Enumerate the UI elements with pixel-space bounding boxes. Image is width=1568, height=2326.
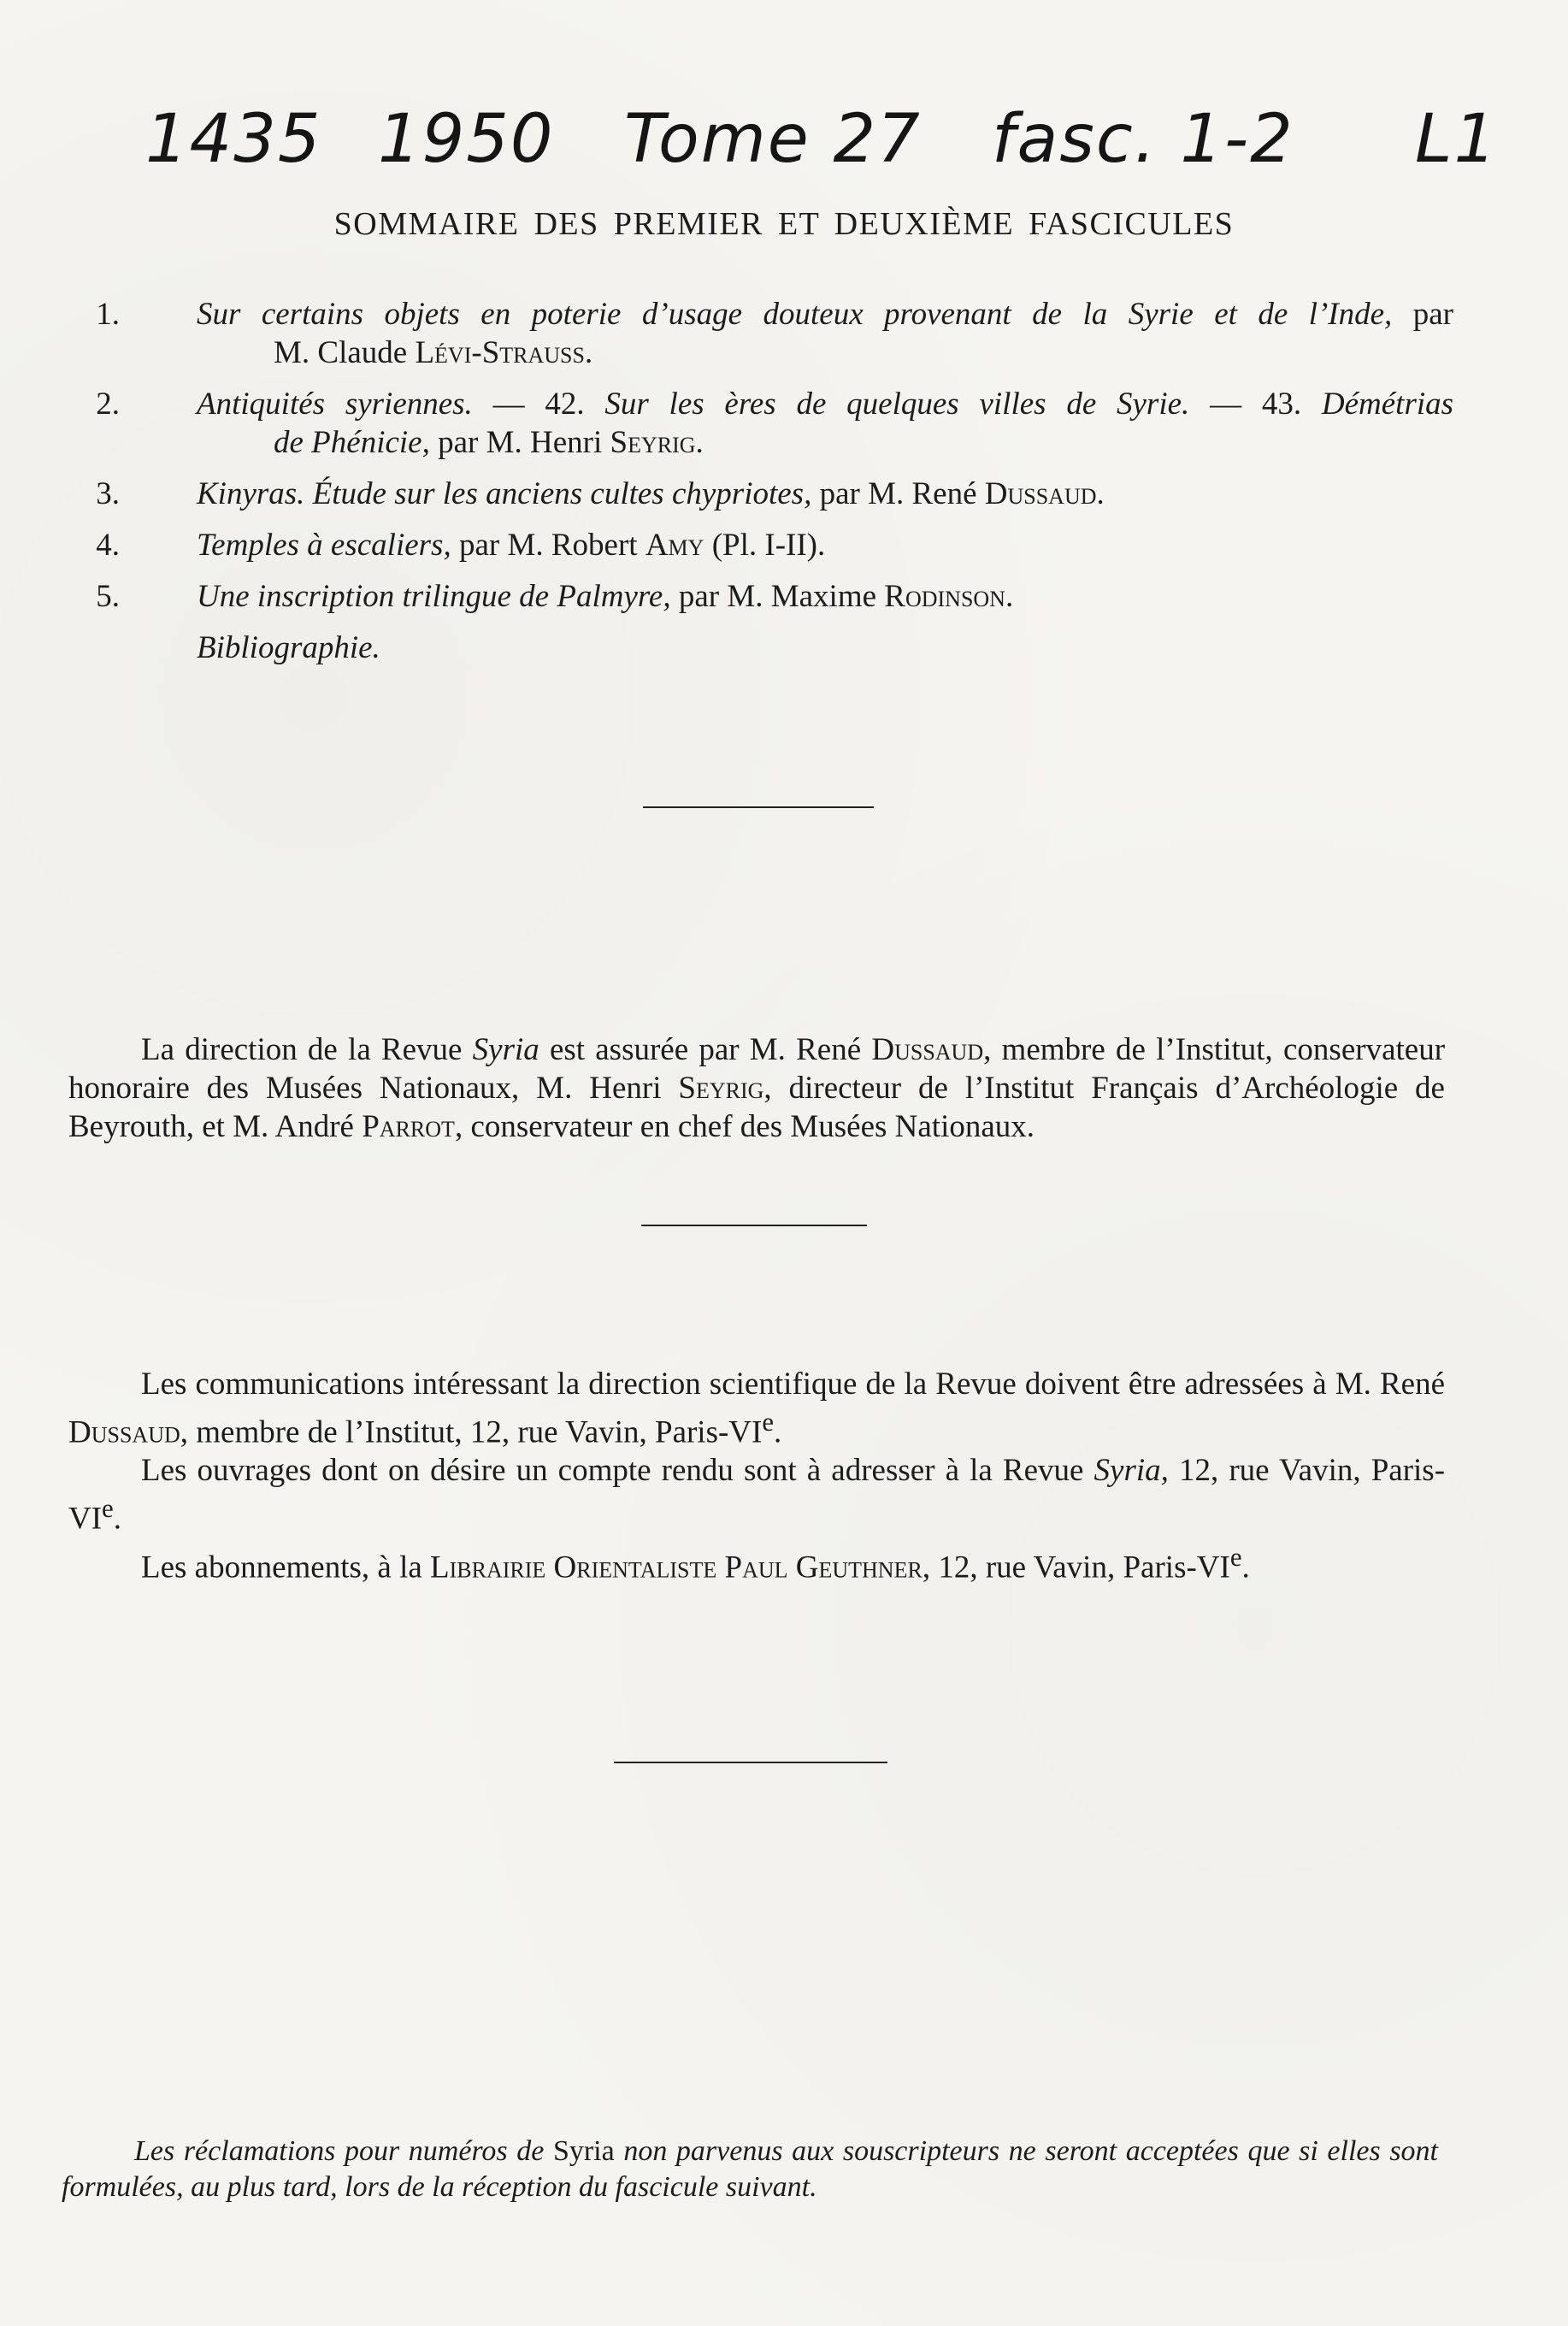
bibliography-heading: Bibliographie. [197, 630, 380, 665]
handwritten-issue: fasc. 1-2 [992, 101, 1294, 178]
article-title: Kinyras. Étude sur les anciens cultes chypriotes, [197, 476, 812, 511]
text-span: , membre de l’Institut, [983, 1032, 1273, 1067]
article-author: Seyrig [610, 425, 696, 460]
communications-paragraph [68, 1365, 1445, 1451]
text-span: non parvenus aux souscripteurs ne seront acceptées [614, 2135, 1239, 2167]
text-span: , membre de l’Institut, 12, rue Vavin, Paris-VI [180, 1414, 763, 1450]
claims-note [62, 2134, 1438, 2205]
text-span: Les abonnements, à la [141, 1549, 431, 1585]
page-title: SOMMAIRE DES PREMIER ET DEUXIÈME FASCICULES [333, 206, 1235, 242]
article-by: par M. Maxime [670, 579, 885, 614]
journal-name: Syria, [1093, 1453, 1169, 1489]
text-span: . [113, 1501, 121, 1537]
article-end: . [695, 425, 704, 460]
text-span: est assurée par M. René [539, 1032, 872, 1067]
text-span: 12, rue Vavin, Paris-VI [68, 1453, 1446, 1537]
article-by: par M. Henri [429, 425, 610, 460]
article-by: par M. René [811, 476, 985, 511]
toc-item-4 [68, 526, 1453, 564]
text-span: Les communications intéressant la direction scientifique de la Revue doivent être [141, 1367, 1176, 1402]
toc-number: 3. [96, 476, 120, 511]
article-subtitle: Démétrias [1321, 387, 1454, 422]
superscript: e [102, 1494, 114, 1524]
article-author-prefix: M. Claude [274, 335, 416, 370]
toc-item-2 [68, 385, 1453, 462]
communications-block [68, 1365, 1445, 1586]
text-span: . [1241, 1549, 1250, 1585]
person-name: Seyrig [678, 1071, 764, 1106]
text-span: La direction de la Revue [141, 1032, 473, 1067]
text-span: Paris-VI [1123, 1549, 1230, 1585]
article-author: Dussaud [984, 476, 1097, 511]
handwritten-year: 1950 [378, 101, 555, 178]
article-by: par [1392, 297, 1453, 332]
text-span: , 12, rue Vavin, [922, 1549, 1116, 1585]
article-subtitle: de Phénicie, [274, 425, 430, 460]
toc-number: 5. [96, 579, 120, 614]
article-by: par M. Robert [451, 528, 645, 563]
toc-line [197, 475, 1453, 513]
person-name: Parrot [362, 1109, 455, 1144]
superscript: e [762, 1408, 775, 1437]
toc-line [197, 385, 1453, 423]
text-span: Les réclamations pour numéros de [134, 2135, 553, 2167]
text-span: . [774, 1414, 782, 1450]
article-end: (Pl. I-II). [704, 528, 826, 563]
text-span: que si elles sont formulées, au plus tard, lors de la réception du fascicule suivant. [62, 2135, 1439, 2203]
toc-item-1 [68, 295, 1453, 372]
toc-item-5 [68, 577, 1453, 616]
handwritten-volume: Tome 27 [624, 101, 922, 178]
article-title: Sur certains objets en poterie d’usage douteux provenant de la Syrie et de l’Inde, [197, 297, 1393, 332]
superscript: e [1229, 1542, 1242, 1572]
handwritten-number: 1435 [145, 101, 322, 178]
text-span: adressées à M. René [1184, 1367, 1445, 1402]
claims-note-text [62, 2134, 1438, 2205]
article-separator: — 43. [1189, 387, 1322, 422]
article-title: Antiquités syriennes. [197, 387, 473, 422]
separator-rule [641, 1225, 867, 1226]
handwritten-shelf-mark: L1 [1415, 101, 1499, 178]
toc-line [197, 423, 1453, 462]
toc-number: 4. [96, 528, 120, 563]
article-end: . [584, 335, 593, 370]
table-of-contents [68, 295, 1453, 667]
article-end: . [1005, 579, 1014, 614]
toc-line [197, 577, 1453, 616]
publisher-name: Librairie Orientaliste Paul Geuthner [430, 1549, 923, 1585]
handwritten-annotation [145, 101, 1513, 195]
journal-name: Syria [472, 1032, 539, 1067]
article-author: Rodinson [884, 579, 1005, 614]
article-author: Amy [645, 528, 704, 563]
article-title: Une inscription trilingue de Palmyre, [197, 579, 671, 614]
text-span: Les ouvrages dont on désire un compte rendu sont à adresser à la Revue [141, 1453, 1094, 1489]
article-author: Lévi-Strauss [415, 335, 585, 370]
reviews-paragraph [68, 1451, 1445, 1538]
direction-text [68, 1030, 1445, 1146]
toc-item-3 [68, 475, 1453, 513]
toc-number: 2. [96, 387, 120, 422]
person-name: Dussaud [68, 1414, 180, 1450]
text-span: , directeur de l’Institut [763, 1071, 1075, 1106]
toc-line [197, 295, 1453, 334]
separator-rule [643, 806, 874, 808]
article-separator: — 42. [472, 387, 605, 422]
text-span: Français d’Archéologie de Beyrouth, et M. André [68, 1071, 1445, 1144]
text-span: , conservateur en chef des Musées [454, 1109, 887, 1144]
article-title: Temples à escaliers, [197, 528, 451, 563]
article-subtitle: Sur les ères de quelques villes de Syrie. [604, 387, 1190, 422]
toc-number: 1. [96, 297, 120, 332]
toc-line [197, 526, 1453, 564]
toc-line [197, 334, 1453, 372]
subscriptions-paragraph [68, 1538, 1445, 1586]
journal-name: Syria [552, 2135, 615, 2167]
person-name: Dussaud [871, 1032, 984, 1067]
text-span: Nationaux. [894, 1109, 1035, 1144]
text-span: conservateur honoraire des Musées Nationaux, M. Henri [68, 1032, 1446, 1106]
article-end: . [1096, 476, 1105, 511]
direction-paragraph [68, 1030, 1445, 1146]
separator-rule [614, 1762, 887, 1763]
